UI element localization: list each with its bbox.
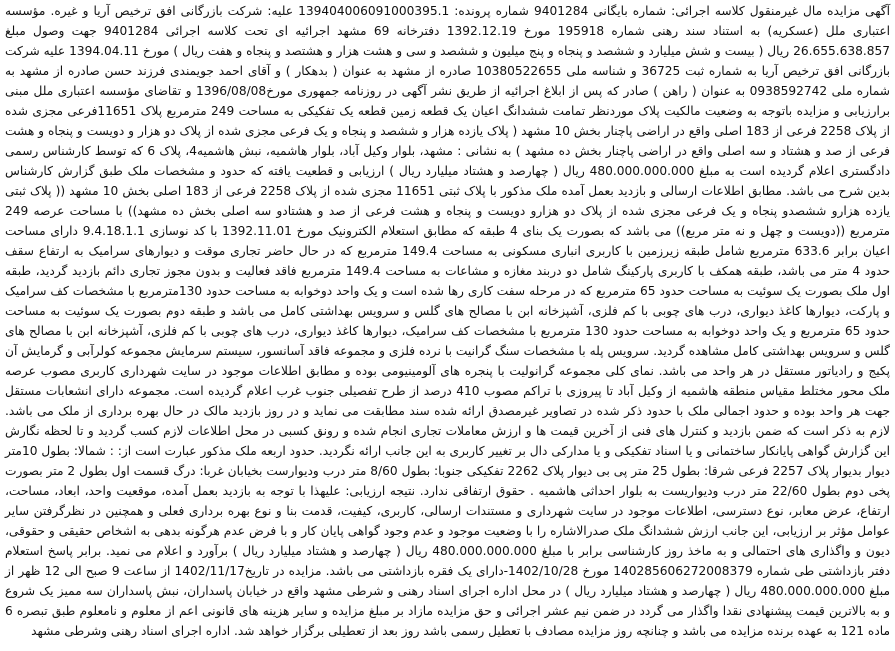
auction-notice-text: آگهی مزایده مال غیرمنقول کلاسه اجرائی: شماره بایگانی 9401284 شماره پرونده: 139404006091000395.1 علیه: شرکت بازرگانی افق ترخیص آریا و غیره. مؤسسه اعتباری ملل (عسکریه) به استناد سند رهنی شماره 195918 مورخ 1392.12.19 دفترخانه 69 مشهد اجرائیه ای تحت کلاسه اجرائی 9401284 جهت وصول مبلغ 26.655.638.857 ریال ( بیست و شش میلیارد و ششصد و پنجاه و پنج میلیون و ششصد و سی و هشت هزار و هشتصد و پنجاه و هفت ریال ) مورخ 1394.04.11 علیه شرکت بازرگانی افق ترخیص آریا به شماره ثبت 36725 و شناسه ملی 10380522655 صادره از مشهد به عنوان ( بدهکار ) و آقای احمد جویمندی فرزند حسن صادره از مشهد به شماره ملی 0938592742 به عنوان ( راهن ) صادر که پس از ابلاغ اجرائیه از طریق نشر آگهی در روزنامه جمهوری مورخ1396/08/08 و تقاضای مؤسسه اعتباری ملل مبنی برارزیابی و مزایده باتوجه به وضعیت مالکیت پلاک موردنظر تمامت ششدانگ اعیان یک قطعه زمین قطعه یک تفکیکی به مساحت 249 مترمربع پلاک 11651فرعی مجزی شده از پلاک 2258 فرعی از 183 اصلی واقع در اراضی پاچنار بخش 10 مشهد ( پلاک یازده هزار و ششصد و پنجاه و یک فرعی مجزی شده از پلاک دو هزار و دویست و پنجاه و هشت فرعی از صد و هشتاد و سه اصلی واقع در اراضی پاچنار بخش ده مشهد ) به نشانی : مشهد، بلوار وکیل آباد، بلوار هاشمیه، نبش هاشمیه4، پلاک 6 که توسط کارشناس رسمی دادگستری اعلام گردیده است به مبلغ 480.000.000.000 ریال ( چهارصد و هشتاد میلیارد ریال ) ارزیابی و قطعیت یافته که حدود و مشخصات ملک طبق گزارش کارشناس بدین شرح می باشد. مطابق اطلاعات ارسالی و بازدید بعمل آمده ملک مذکور با پلاک ثبتی 11651 مجزی شده از پلاک 2258 فرعی از 183 اصلی بخش 10 مشهد (( پلاک ثبتی یازده هزارو ششصدو پنجاه و یک فرعی مجزی شده از پلاک دو هزارو دویست و پنجاه و هشت فرعی از صد و هشتادو سه اصلی بخش ده مشهد)) با مساحت عرصه 249 مترمربع ((دویست و چهل و نه متر مربع)) می باشد که بصورت یک بنای 4 طبقه که مطابق استعلام الکترونیک مورخ 1392.11.01 با کد نوسازی 9.4.18.1.1 دارای مساحت اعیان برابر 633.6 مترمربع شامل طبقه زیرزمین با کاربری انباری مسکونی به مساحت 149.4 مترمربع که در حال حاضر تجاری موقت و دیوارهای سرامیک به ارتفاع سقف حدود 4 متر می باشد، طبقه همکف با کاربری پارکینگ شامل دو دربند مغازه و مشاعات به مساحت 149.4 مترمربع فاقد فعالیت و بدون مجوز تجاری دائم بازدید گردید، طبقه اول ملک بصورت یک سوئیت به مساحت حدود 65 مترمربع که در مرحله سفت کاری رها شده است و یک واحد دوخوابه به مساحت حدود 130مترمربع با مشخصات کف سرامیک و پارکت، دیوارها کاغذ دیواری، درب های چوبی با کم فلزی، آشپزخانه ابن با مصالح های گلس و سرویس بهداشتی کامل می باشد و طبقه دوم بصورت یک سوئیت به مساحت حدود 65 مترمربع و یک واحد دوخوابه به مساحت حدود 130 مترمربع با مشخصات کف سرامیک، دیوارها کاغذ دیواری، درب های چوبی با کم فلزی، آشپزخانه ابن با مصالح های گلس و سرویس بهداشتی کامل مشاهده گردید. سرویس پله با مشخصات سنگ گرانیت با نرده فلزی و مجموعه فاقد آسانسور، سیستم سرمایش مجموعه کولرآبی و گرمایش آن پکیج و رادیاتور مستقل در هر واحد می باشد. نمای کلی مجموعه گرانولیت با پنجره های آلومینیومی بوده و مطابق اطلاعات موجود در سایت شهرداری کاربری مصوب عرصه ملک محور مختلط مقیاس منطقه هاشمیه از وکیل آباد تا پیروزی با تراکم مصوب 410 درصد از طرح تفصیلی جنوب غرب اعلام گردیده است. مجموعه دارای انشعابات مستقل جهت هر واحد بوده و حدود اجمالی ملک با حدود ذکر شده در تصاویر غیرمصدق ارائه شده سند مطابقت می نماید و در روز بازدید مالک در حال بهره برداری از ملک می باشد. لازم به ذکر است که ضمن بازدید و کنترل های فنی از آخرین قیمت ها و ارزش معاملات تجاری انجام شده و رونق کسبی در محل اطلاعات لازم کسب گردید و تا لحظه نگارش این گزارش گواهی پایانکار ساختمانی و یا اسناد تفکیکی و یا مدارکی دال بر تغییر کاربری به این جانب ارائه نگردید. حدود اربعه ملک مذکور عبارت است از: : شمالا: بطول 10متر دیوار بدیوار پلاک 2257 فرعی شرقا: بطول 25 متر پی بی دیوار پلاک 2262 تفکیکی جنوبا: بطول 8/60 متر درب ودیوارست بخیابان غربا: درگ قسمت اول بطول 2 متر بصورت پخی دوم بطول 22/60 متر درب ودیواریست به بلوار احداثی هاشمیه . حقوق ارتفاقی ندارد. نتیجه ارزیابی: علیهذا با توجه به بازدید بعمل آمده، موقعیت واحد، ابعاد، مساحت، ارتفاع، عرض معابر، نوع دسترسی، اطلاعات موجود در سایت شهرداری و مستندات ارسالی، کاربری، کیفیت، قدمت بنا و نوع بهره برداری فعلی و همچنین در نظرگرفتن سایر عوامل مؤثر بر ارزیابی، این جانب ارزش ششدانگ ملک صدرالاشاره را با وضعیت موجود و عدم وجود گواهی پایان کار و با فرض عدم هرگونه بدهی به اشخاص حقیقی و حقوقی، دیون و واگذاری های احتمالی و به ماخذ روز کارشناسی برابر با مبلغ 480.000.000.000 ریال ( چهارصد و هشتاد میلیارد ریال ) برآورد و اعلام می نمید. برابر پاسخ استعلام دفتر بازداشتی طی شماره 140285606272008379 مورخ 1402/10/28-دارای یک فقره بازداشتی می باشد. مزایده در تاریخ1402/11/17 از ساعت 9 صبح الی 12 ظهر از مبلغ 480.000.000.000 ریال ( چهارصد و هشتاد میلیارد ریال ) در محل اداره اجرای اسناد رهنی و شرطی مشهد واقع در خیابان پاسداران، نبش پاسداران سه ممیز یک شروع و به بالاترین قیمت پیشنهادی نقدا واگذار می گردد در ضمن نیم عشر اجرائی و حق مزایده مازاد بر مبلغ مزایده و سایر هزینه های قانونی اعم از معلوم و نامعلوم طبق تبصره 6 ماده 121 به عهده برنده مزایده می باشد و چنانچه روز مزایده مصادف با تعطیل رسمی باشد روز بعد از تعطیلی برگزار خواهد شد. اداره اجرای اسناد رهنی وشرطی مشهد: [5, 4, 891, 638]
